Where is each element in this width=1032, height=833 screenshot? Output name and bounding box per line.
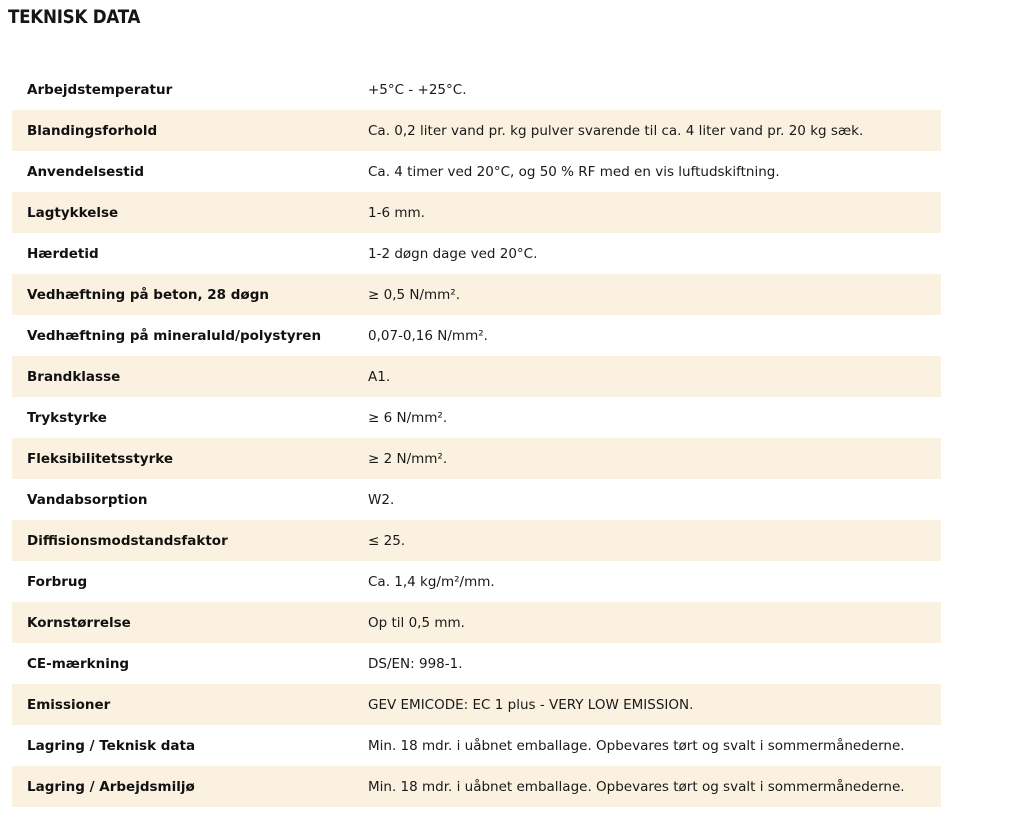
property-label: Fleksibilitetsstyrke — [27, 450, 174, 467]
property-label: Diffisionsmodstandsfaktor — [27, 532, 228, 549]
property-value: 0,07-0,16 N/mm². — [368, 327, 488, 344]
property-value: ≥ 2 N/mm². — [368, 450, 448, 467]
property-label: Emissioner — [27, 696, 111, 713]
property-label: Lagtykkelse — [27, 204, 119, 221]
property-value: Ca. 4 timer ved 20°C, og 50 % RF med en vis luftudskiftning. — [368, 163, 780, 180]
property-label: Trykstyrke — [27, 409, 107, 426]
table-row — [12, 356, 941, 397]
property-label: Blandingsforhold — [27, 122, 158, 139]
property-value: ≥ 0,5 N/mm². — [368, 286, 461, 303]
table-row — [12, 479, 941, 520]
property-value: GEV EMICODE: EC 1 plus - VERY LOW EMISSION. — [368, 696, 694, 713]
page-title: TEKNISK DATA — [8, 6, 141, 28]
table-row — [12, 315, 941, 356]
table-row — [12, 233, 941, 274]
table-row — [12, 684, 941, 725]
property-label: Vedhæftning på beton, 28 døgn — [27, 286, 269, 303]
property-label: Kornstørrelse — [27, 614, 131, 631]
property-value: Ca. 1,4 kg/m²/mm. — [368, 573, 495, 590]
table-row — [12, 725, 941, 766]
property-value: 1-2 døgn dage ved 20°C. — [368, 245, 538, 262]
table-row — [12, 274, 941, 315]
property-value: ≥ 6 N/mm². — [368, 409, 448, 426]
property-label: Hærdetid — [27, 245, 99, 262]
property-value: A1. — [368, 368, 391, 385]
property-value: W2. — [368, 491, 395, 508]
table-row — [12, 520, 941, 561]
property-label: Arbejdstemperatur — [27, 81, 173, 98]
table-row — [12, 69, 941, 110]
table-row — [12, 766, 941, 807]
property-value: ≤ 25. — [368, 532, 406, 549]
property-label: Anvendelsestid — [27, 163, 145, 180]
property-value: Min. 18 mdr. i uåbnet emballage. Opbevares tørt og svalt i sommermånederne. — [368, 737, 905, 754]
table-row — [12, 192, 941, 233]
table-row — [12, 151, 941, 192]
table-row — [12, 438, 941, 479]
property-value: Op til 0,5 mm. — [368, 614, 465, 631]
property-label: Forbrug — [27, 573, 88, 590]
property-label: CE-mærkning — [27, 655, 130, 672]
property-value: +5°C - +25°C. — [368, 81, 467, 98]
table-row — [12, 643, 941, 684]
property-label: Brandklasse — [27, 368, 121, 385]
property-label: Lagring / Arbejdsmiljø — [27, 778, 195, 795]
table-row — [12, 561, 941, 602]
technical-data-table — [12, 69, 941, 807]
table-row — [12, 110, 941, 151]
table-row — [12, 602, 941, 643]
property-label: Lagring / Teknisk data — [27, 737, 196, 754]
property-value: DS/EN: 998-1. — [368, 655, 463, 672]
property-value: Ca. 0,2 liter vand pr. kg pulver svarende til ca. 4 liter vand pr. 20 kg sæk. — [368, 122, 864, 139]
property-label: Vedhæftning på mineraluld/polystyren — [27, 327, 322, 344]
property-value: 1-6 mm. — [368, 204, 425, 221]
property-label: Vandabsorption — [27, 491, 148, 508]
table-row — [12, 397, 941, 438]
property-value: Min. 18 mdr. i uåbnet emballage. Opbevares tørt og svalt i sommermånederne. — [368, 778, 905, 795]
